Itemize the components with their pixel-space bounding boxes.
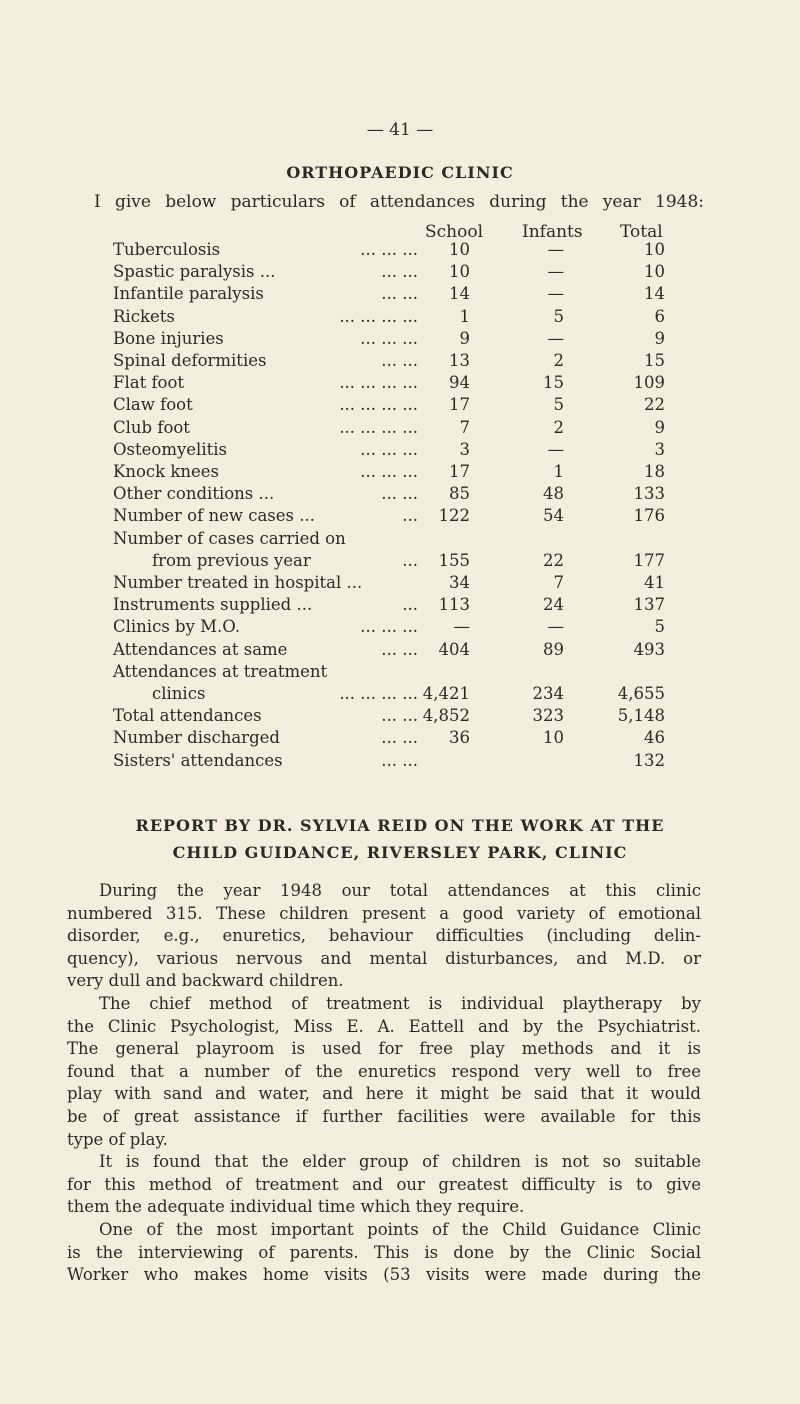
cell-school: 10 <box>449 262 470 282</box>
table-row <box>0 240 800 262</box>
dot-leader: ... ... ... <box>360 617 418 637</box>
paragraph-line: found that a number of the enuretics respond very well to free <box>67 1061 701 1081</box>
table-row <box>0 551 800 573</box>
dot-leader: ... ... ... ... <box>339 395 418 415</box>
page-number: — 41 — <box>366 120 434 140</box>
dot-leader: ... ... ... ... <box>339 306 418 326</box>
cell-school: 404 <box>438 639 470 659</box>
cell-infants: 323 <box>532 706 564 726</box>
cell-infants: 24 <box>543 595 564 615</box>
table-row <box>0 595 800 617</box>
row-label: Number of cases carried on <box>113 528 346 548</box>
row-label: Other conditions ... <box>113 484 275 504</box>
column-header-infants: Infants <box>522 222 583 242</box>
cell-infants: 10 <box>543 728 564 748</box>
table-row <box>0 440 800 462</box>
dot-leader: ... ... <box>381 750 418 770</box>
cell-total: 4,655 <box>617 684 665 703</box>
cell-total: 9 <box>654 417 665 437</box>
row-label: Spastic paralysis ... <box>113 262 276 282</box>
dot-leader: ... ... ... <box>360 240 418 259</box>
dot-leader: ... <box>402 506 418 526</box>
cell-school: 155 <box>438 550 470 570</box>
paragraph-line: Worker who makes home visits (53 visits were made during the <box>67 1265 701 1285</box>
dot-leader: ... ... ... ... <box>339 684 418 703</box>
cell-infants: 2 <box>553 417 564 437</box>
cell-infants: 48 <box>543 484 564 504</box>
column-header-total: Total <box>620 222 663 242</box>
cell-infants: 5 <box>553 306 564 326</box>
paragraph-line: The general playroom is used for free play methods and it is <box>67 1039 701 1059</box>
cell-total: 15 <box>644 351 665 370</box>
cell-total: 10 <box>644 262 665 282</box>
cell-total: 9 <box>654 328 665 348</box>
table-row <box>0 418 800 440</box>
dot-leader: ... ... <box>381 351 418 370</box>
cell-total: 41 <box>644 573 665 592</box>
row-label: Attendances at treatment <box>113 661 328 681</box>
dot-leader: ... ... <box>381 484 418 504</box>
table-row <box>0 329 800 351</box>
cell-total: 133 <box>633 484 665 504</box>
cell-school: 4,421 <box>422 684 470 703</box>
cell-total: 14 <box>644 284 665 304</box>
table-row <box>0 684 800 706</box>
cell-infants: — <box>547 439 564 459</box>
table-row <box>0 751 800 773</box>
cell-school: 94 <box>449 373 470 393</box>
cell-school: 17 <box>449 462 470 481</box>
table-row <box>0 262 800 284</box>
paragraph-line: for this method of treatment and our greatest difficulty is to give <box>67 1174 701 1194</box>
cell-infants: 22 <box>543 550 564 570</box>
paragraph-line: be of great assistance if further facilities were available for this <box>67 1107 701 1126</box>
cell-infants: 234 <box>532 684 564 703</box>
table-row <box>0 529 800 551</box>
cell-infants: — <box>547 328 564 348</box>
row-label: Instruments supplied ... <box>113 595 313 615</box>
row-label: Tuberculosis <box>113 240 221 259</box>
cell-total: 18 <box>644 462 665 481</box>
table-row <box>0 573 800 595</box>
dot-leader: ... ... <box>381 706 418 726</box>
paragraph-line: During the year 1948 our total attendances at this clinic <box>99 881 701 900</box>
row-label: Flat foot <box>113 373 185 393</box>
dot-leader: ... ... ... <box>360 439 418 459</box>
row-label: Attendances at same <box>113 639 288 659</box>
table-row <box>0 728 800 750</box>
cell-total: 137 <box>633 595 665 615</box>
cell-school: 122 <box>438 506 470 526</box>
table-row <box>0 484 800 506</box>
cell-school: 17 <box>449 395 470 415</box>
table-row <box>0 307 800 329</box>
paragraph-line: quency), various nervous and mental disturbances, and M.D. or <box>67 948 701 968</box>
cell-infants: 1 <box>553 462 564 481</box>
row-label: from previous year <box>152 550 311 570</box>
paragraph-line: type of play. <box>67 1129 168 1149</box>
cell-total: 3 <box>654 439 665 459</box>
table-row <box>0 640 800 662</box>
column-header-school: School <box>425 222 484 242</box>
row-label: Rickets <box>113 306 175 326</box>
dot-leader: ... ... ... <box>360 328 418 348</box>
cell-school: — <box>453 617 470 637</box>
dot-leader: ... ... <box>381 728 418 748</box>
paragraph-line: the Clinic Psychologist, Miss E. A. Eattell and by the Psychiatrist. <box>67 1016 701 1036</box>
cell-infants: 7 <box>553 573 564 592</box>
row-label: Clinics by M.O. <box>113 617 241 637</box>
cell-school: 36 <box>449 728 470 748</box>
row-label: Spinal deformities <box>113 351 267 370</box>
paragraph-line: play with sand and water, and here it might be said that it would <box>67 1084 701 1104</box>
intro-text: I give below particulars of attendances during the year 1948: <box>94 192 704 212</box>
paragraph-line: disorder, e.g., enuretics, behaviour difficulties (including delin- <box>67 926 701 946</box>
section-heading: ORTHOPAEDIC CLINIC <box>286 163 514 182</box>
dot-leader: ... ... <box>381 639 418 659</box>
cell-total: 132 <box>633 750 665 770</box>
table-row <box>0 351 800 373</box>
cell-school: 14 <box>449 284 470 304</box>
cell-school: 4,852 <box>422 706 470 726</box>
table-row <box>0 617 800 639</box>
cell-total: 176 <box>633 506 665 526</box>
row-label: Total attendances <box>113 706 262 726</box>
row-label: clinics <box>152 684 206 703</box>
dot-leader: ... <box>402 595 418 615</box>
dot-leader: ... ... ... <box>360 462 418 481</box>
table-row <box>0 373 800 395</box>
paragraph-line: One of the most important points of the Child Guidance Clinic <box>99 1220 701 1239</box>
table-row <box>0 662 800 684</box>
row-label: Claw foot <box>113 395 193 415</box>
cell-infants: — <box>547 240 564 259</box>
cell-total: 177 <box>633 550 665 570</box>
cell-infants: — <box>547 617 564 637</box>
cell-school: 113 <box>438 595 470 615</box>
row-label: Number discharged <box>113 728 280 748</box>
row-label: Knock knees <box>113 462 219 481</box>
row-label: Sisters' attendances <box>113 750 283 770</box>
dot-leader: ... ... ... ... <box>339 373 418 393</box>
dot-leader: ... <box>402 550 418 570</box>
cell-total: 46 <box>644 728 665 748</box>
dot-leader: ... ... <box>381 262 418 282</box>
paragraph-line: The chief method of treatment is individual playtherapy by <box>99 994 701 1013</box>
cell-infants: 2 <box>553 351 564 370</box>
row-label: Number of new cases ... <box>113 506 315 526</box>
cell-school: 10 <box>449 240 470 259</box>
table-row <box>0 395 800 417</box>
paragraph-line: numbered 315. These children present a good variety of emotional <box>67 903 701 923</box>
report-heading-line-2: CHILD GUIDANCE, RIVERSLEY PARK, CLINIC <box>172 843 628 862</box>
dot-leader: ... ... <box>381 284 418 304</box>
paragraph-line: It is found that the elder group of children is not so suitable <box>99 1152 701 1172</box>
table-row <box>0 706 800 728</box>
cell-total: 109 <box>633 373 665 393</box>
cell-total: 493 <box>633 639 665 659</box>
cell-school: 34 <box>449 573 470 592</box>
cell-school: 13 <box>449 351 470 370</box>
cell-infants: 15 <box>543 373 564 393</box>
table-row <box>0 506 800 528</box>
row-label: Infantile paralysis <box>113 284 264 304</box>
cell-school: 9 <box>459 328 470 348</box>
table-row <box>0 284 800 306</box>
cell-school: 1 <box>459 306 470 326</box>
cell-school: 85 <box>449 484 470 504</box>
row-label: Bone injuries <box>113 328 224 348</box>
paragraph-line: very dull and backward children. <box>67 971 344 991</box>
row-label: Club foot <box>113 417 190 437</box>
cell-total: 22 <box>644 395 665 415</box>
cell-infants: 89 <box>543 639 564 659</box>
cell-school: 7 <box>459 417 470 437</box>
row-label: Number treated in hospital ... <box>113 573 363 592</box>
paragraph-line: is the interviewing of parents. This is done by the Clinic Social <box>67 1242 701 1262</box>
cell-infants: 54 <box>543 506 564 526</box>
cell-total: 5 <box>654 617 665 637</box>
cell-school: 3 <box>459 439 470 459</box>
table-row <box>0 462 800 484</box>
cell-total: 10 <box>644 240 665 259</box>
cell-infants: — <box>547 262 564 282</box>
paragraph-line: them the adequate individual time which they require. <box>67 1197 525 1217</box>
cell-infants: — <box>547 284 564 304</box>
cell-total: 5,148 <box>617 706 665 726</box>
cell-total: 6 <box>654 306 665 326</box>
cell-infants: 5 <box>553 395 564 415</box>
report-heading-line-1: REPORT BY DR. SYLVIA REID ON THE WORK AT THE <box>135 816 665 835</box>
row-label: Osteomyelitis <box>113 439 227 459</box>
dot-leader: ... ... ... ... <box>339 417 418 437</box>
